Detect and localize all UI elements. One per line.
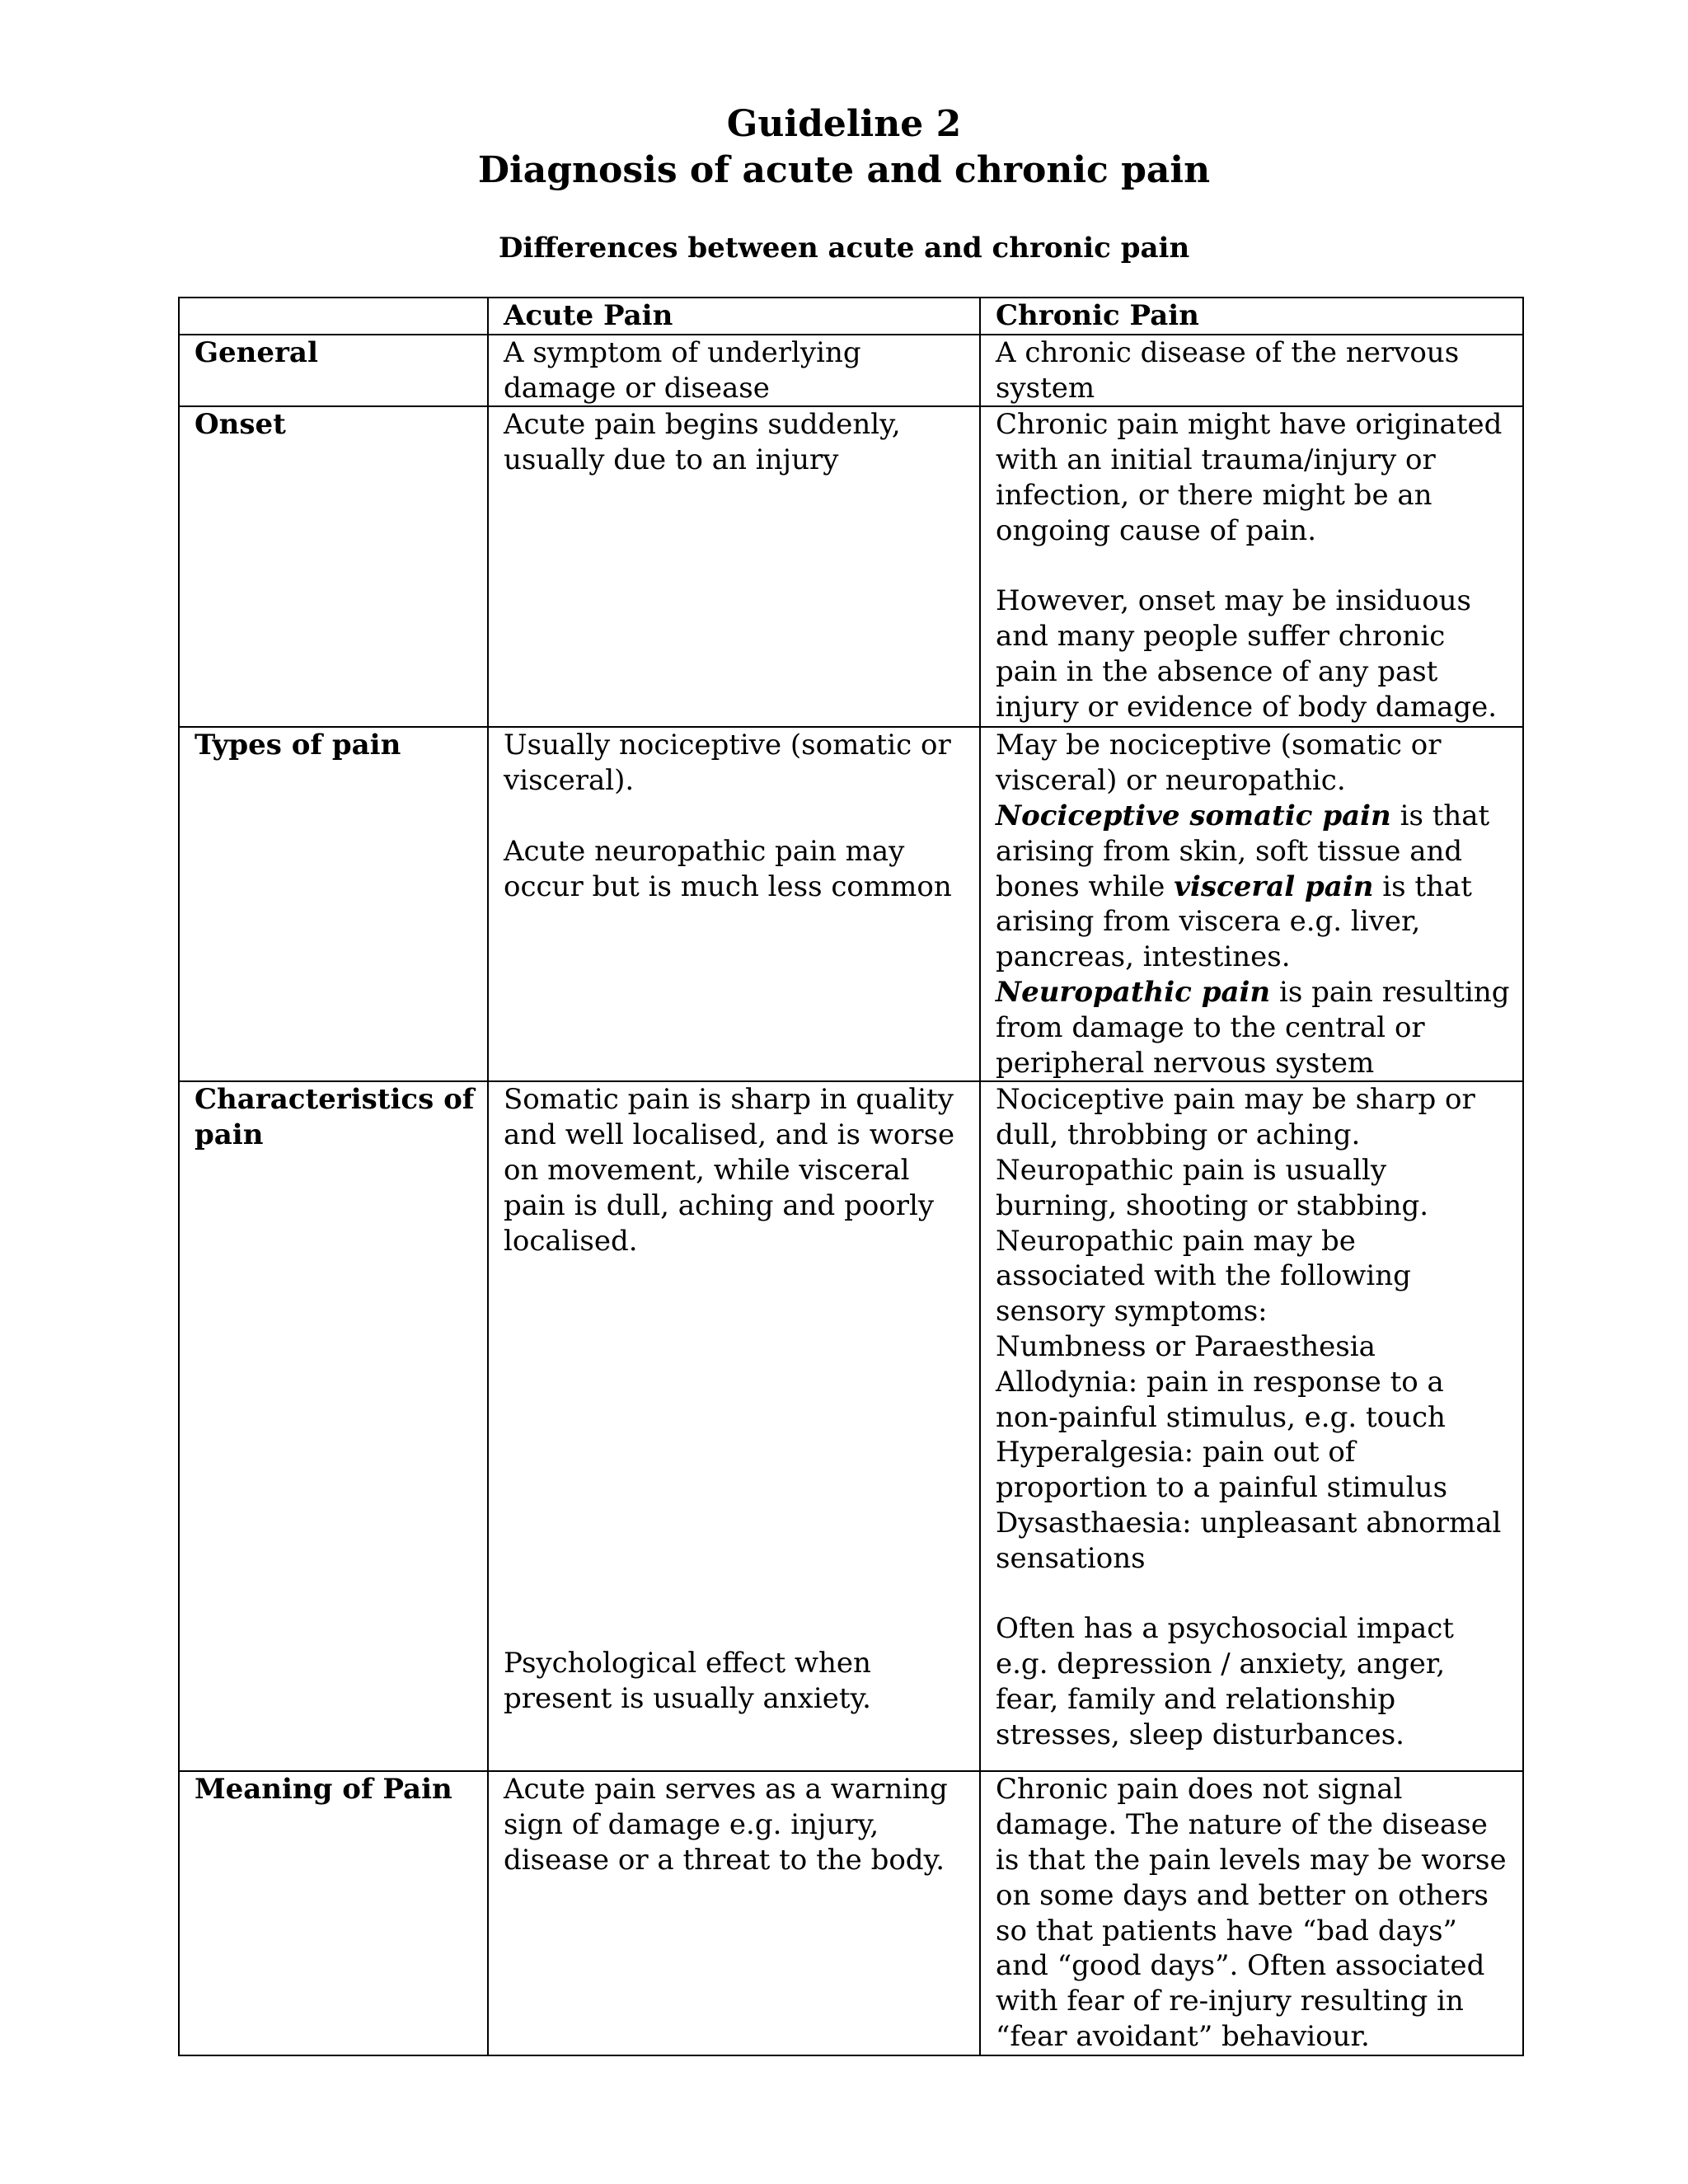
chronic-types bbox=[980, 727, 1523, 1081]
acute-onset: Acute pain begins suddenly, usually due to an injury bbox=[488, 406, 980, 727]
acute-types-paragraph-2: Acute neuropathic pain may occur but is much less common bbox=[504, 834, 952, 903]
header-cell-empty bbox=[179, 298, 488, 335]
chronic-characteristics-line: Allodynia: pain in response to a non-painful stimulus, e.g. touch bbox=[996, 1365, 1446, 1434]
text-visceral: is that arising from viscera e.g. liver, pancreas, intestines. bbox=[996, 869, 1472, 974]
text-somatic: is that arising from skin, soft tissue and bones while bbox=[996, 799, 1490, 903]
chronic-onset-paragraph-2: However, onset may be insiduous and many people suffer chronic pain in the absence of any past injury or evidence of body damage. bbox=[996, 584, 1498, 724]
chronic-general: A chronic disease of the nervous system bbox=[980, 335, 1523, 407]
row-meaning bbox=[179, 1771, 1523, 2055]
term-neuropathic: Neuropathic pain bbox=[996, 975, 1271, 1009]
term-visceral: visceral pain bbox=[1174, 869, 1374, 903]
acute-general: A symptom of underlying damage or disease bbox=[488, 335, 980, 407]
acute-characteristics-paragraph-1: Somatic pain is sharp in quality and well localised, and is worse on movement, while visceral pain is dull, aching and poorly localised. bbox=[504, 1083, 955, 1258]
term-somatic: Nociceptive somatic pain bbox=[996, 799, 1391, 832]
row-characteristics bbox=[179, 1081, 1523, 1771]
chronic-meaning: Chronic pain does not signal damage. The nature of the disease is that the pain levels may be worse on some days and better on others so that patients have “bad days” and “good days”. Often associated with fear of re-injury resulting in “fear avoidant” behaviour. bbox=[980, 1771, 1523, 2055]
chronic-types-neuropathic bbox=[996, 975, 1511, 1080]
chronic-onset-paragraph-1: Chronic pain might have originated with an initial trauma/injury or infection, or there might be an ongoing cause of pain. bbox=[996, 408, 1503, 547]
acute-characteristics bbox=[488, 1081, 980, 1771]
header-cell-acute: Acute Pain bbox=[488, 298, 980, 335]
chronic-characteristics-line: Dysasthaesia: unpleasant abnormal sensations bbox=[996, 1506, 1502, 1575]
header-cell-chronic: Chronic Pain bbox=[980, 298, 1523, 335]
title-line-1: Guideline 2 bbox=[726, 103, 962, 145]
chronic-characteristics-line: Hyperalgesia: pain out of proportion to a painful stimulus bbox=[996, 1436, 1448, 1505]
row-label-onset: Onset bbox=[179, 406, 488, 727]
chronic-types-somatic-visceral bbox=[996, 799, 1511, 975]
chronic-characteristics bbox=[980, 1081, 1523, 1771]
chronic-characteristics-line: Neuropathic pain may be associated with the following sensory symptoms: bbox=[996, 1224, 1411, 1329]
chronic-characteristics-line: Nociceptive pain may be sharp or dull, throbbing or aching. bbox=[996, 1083, 1475, 1152]
text-neuropathic: is pain resulting from damage to the central or peripheral nervous system bbox=[996, 975, 1510, 1080]
chronic-characteristics-psychosocial: Often has a psychosocial impact e.g. depression / anxiety, anger, fear, family and relationship stresses, sleep disturbances. bbox=[996, 1612, 1454, 1751]
chronic-onset bbox=[980, 406, 1523, 727]
title-line-2: Diagnosis of acute and chronic pain bbox=[477, 149, 1211, 191]
row-types bbox=[179, 727, 1523, 1081]
table-caption: Differences between acute and chronic pain bbox=[498, 232, 1190, 265]
row-label-meaning: Meaning of Pain bbox=[179, 1771, 488, 2055]
header-row bbox=[179, 298, 1523, 335]
chronic-characteristics-line: Neuropathic pain is usually burning, shooting or stabbing. bbox=[996, 1153, 1429, 1222]
document-title bbox=[0, 101, 1688, 194]
row-onset bbox=[179, 406, 1523, 727]
row-label-types: Types of pain bbox=[179, 727, 488, 1081]
chronic-types-intro: May be nociceptive (somatic or visceral) or neuropathic. bbox=[996, 729, 1442, 798]
chronic-characteristics-line: Numbness or Paraesthesia bbox=[996, 1329, 1376, 1363]
acute-meaning: Acute pain serves as a warning sign of damage e.g. injury, disease or a threat to the body. bbox=[488, 1771, 980, 2055]
comparison-table bbox=[178, 297, 1524, 2056]
acute-types bbox=[488, 727, 980, 1081]
acute-types-paragraph-1: Usually nociceptive (somatic or visceral). bbox=[504, 729, 951, 798]
acute-characteristics-paragraph-2: Psychological effect when present is usually anxiety. bbox=[504, 1647, 871, 1716]
row-general bbox=[179, 335, 1523, 407]
row-label-characteristics: Characteristics of pain bbox=[179, 1081, 488, 1771]
row-label-general: General bbox=[179, 335, 488, 407]
